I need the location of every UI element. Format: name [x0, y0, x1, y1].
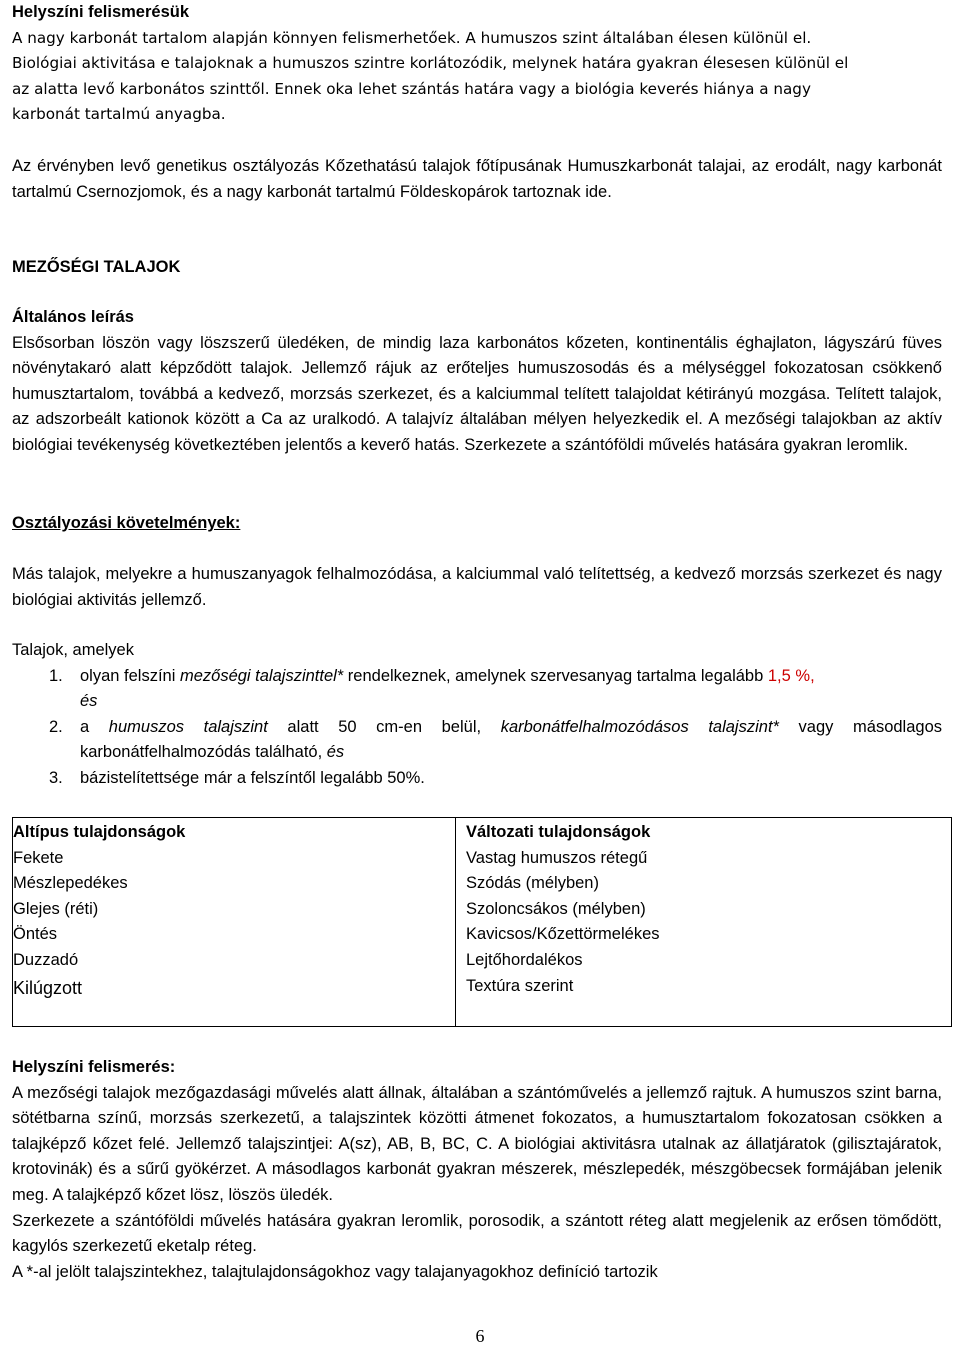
- list-item-conjunction: és: [80, 692, 98, 711]
- field-recognition-section: [12, 1055, 942, 1285]
- requirements-text: Más talajok, melyekre a humuszanyagok felhalmozódása, a kalciummal való telítettség, a kedvező morzsás szerkezet és nagy biológiai aktivitás jellemző.: [12, 565, 942, 609]
- field-paragraph-2: Szerkezete a szántóföldi művelés hatására gyakran leromlik, porosodik, a szántott réteg alatt megjelenik az erősen tömődött, kagylós szerkezetű eketalp réteg.: [12, 1211, 942, 1256]
- variants-column: [456, 818, 951, 1028]
- intro-line-2: Biológiai aktivitása e talajoknak a humuszos szintre korlátozódik, melynek határa gyakran élesesen különül el: [12, 54, 849, 73]
- list-item-italic: humuszos talajszint: [108, 717, 268, 736]
- classification-note: Az érvényben levő genetikus osztályozás Kőzethatású talajok főtípusának Humuszkarbonát talajai, az erodált, nagy karbonát tartalmú Csernozjomok, és a nagy karbonát tartalmú Földeskopárok tartoznak ide.: [12, 157, 942, 201]
- general-description-section: [12, 305, 942, 459]
- properties-table: [12, 817, 952, 1027]
- list-item-text: alatt 50 cm-en belül,: [267, 717, 501, 736]
- table-cell-subtype: Öntés: [13, 925, 58, 944]
- table-cell-variant: Lejtőhordalékos: [466, 950, 583, 969]
- list-item-number: 1.: [49, 666, 63, 685]
- general-heading: Általános leírás: [12, 308, 134, 326]
- variants-header: Változati tulajdonságok: [466, 823, 651, 841]
- list-item: [12, 766, 942, 792]
- field-heading: Helyszíni felismerés:: [12, 1058, 176, 1076]
- list-item-text: olyan felszíni: [80, 666, 180, 685]
- list-item-text: vagy másodlagos karbonátfelhalmozódás található,: [80, 717, 942, 762]
- criteria-list: [12, 664, 942, 792]
- intro-line-4: karbonát tartalmú anyagba.: [12, 105, 226, 124]
- table-cell-variant: Szoloncsákos (mélyben): [466, 899, 646, 918]
- intro-heading: Helyszíni felismerésük: [12, 3, 190, 21]
- table-cell-variant: Kavicsos/Kőzettörmelékes: [466, 925, 660, 944]
- requirements-heading: Osztályozási követelmények:: [12, 514, 241, 532]
- list-item-text: a: [80, 717, 109, 736]
- section-title: MEZŐSÉGI TALAJOK: [12, 258, 181, 276]
- section-title-block: [12, 255, 942, 281]
- list-item-highlight: 1,5 %,: [767, 666, 815, 685]
- table-cell-subtype: Kilúgzott: [13, 977, 83, 998]
- field-paragraph-1: A mezőségi talajok mezőgazdasági művelés alatt állnak, általában a szántóművelés a jellemző rajtuk. A humuszos szint barna, sötétbarna színű, morzsás szerkezetű, a talajszintek közötti átmenet fokozatos, a humusztartalom fokozatosan csökken a talajképző kőzet felé. Jellemző talajszintjei: A(sz), AB, B, BC, C. A biológiai aktivitásra utalnak az állatjáratok (gilisztajáratok, krotovinák) és a sűrű gyökérzet. A másodlagos karbonát gyakran mészerek, mészlepedék, mészgöbecsek formájában jelenik meg. A talajképző kőzet lösz, löszös üledék.: [12, 1083, 942, 1204]
- list-item-conjunction: és: [326, 743, 345, 762]
- field-paragraph-3: A *-al jelölt talajszintekhez, talajtulajdonságokhoz vagy talajanyagokhoz definíció tartozik: [12, 1262, 658, 1281]
- classification-note-section: [12, 154, 942, 205]
- subtypes-header: Altípus tulajdonságok: [13, 823, 186, 841]
- list-item: [12, 664, 942, 715]
- table-cell-variant: Szódás (mélyben): [466, 874, 599, 893]
- requirements-text-block: [12, 562, 942, 613]
- list-item-italic: karbonátfelhalmozódásos talajszint*: [500, 717, 779, 736]
- list-item-italic: mezőségi talajszinttel*: [179, 666, 344, 685]
- page-number: 6: [475, 1326, 485, 1346]
- list-item-text: rendelkeznek, amelynek szervesanyag tartalma legalább: [343, 666, 768, 685]
- subtypes-column: [13, 818, 456, 1026]
- table-cell-variant: Textúra szerint: [466, 976, 574, 995]
- list-item-number: 3.: [49, 768, 63, 787]
- intro-section: [12, 0, 942, 128]
- table-cell-subtype: Fekete: [13, 848, 64, 867]
- list-item-text: bázistelítettsége már a felszíntől legalább 50%.: [80, 768, 425, 787]
- table-cell-subtype: Mészlepedékes: [13, 874, 128, 893]
- requirements-heading-block: [12, 511, 942, 537]
- list-item-number: 2.: [49, 717, 63, 736]
- table-cell-subtype: Duzzadó: [13, 950, 79, 969]
- general-text: Elsősorban löszön vagy löszszerű üledéken, de mindig laza karbonátos kőzeten, kontinentális éghajlaton, lágyszárú füves növénytakaró alatt képződött talajok. Jellemző rájuk az erőteljes humuszosodás és a mélységgel fokozatosan csökkenő humusztartalom, továbbá a kedvező, morzsás szerkezet, és a kalciummal telített talajoldat kétirányú mozgása. Telített talajok, az adszorbeált kationok között a Ca az uralkodó. A talajvíz általában mélyen helyezkedik el. A mezőségi talajokban az aktív biológiai tevékenység következtében jelentős a keverő hatás. Szerkezete a szántóföldi művelés hatására gyakran leromlik.: [12, 333, 942, 454]
- intro-line-3: az alatta levő karbonátos szinttől. Ennek oka lehet szántás határa vagy a biológia keverés hiánya a nagy: [12, 79, 811, 98]
- list-item: [12, 715, 942, 766]
- table-cell-subtype: Glejes (réti): [13, 899, 99, 918]
- table-cell-variant: Vastag humuszos rétegű: [466, 848, 648, 867]
- intro-line-1: A nagy karbonát tartalom alapján könnyen felismerhetőek. A humuszos szint általában élesen különül el.: [12, 28, 812, 47]
- list-intro: Talajok, amelyek: [12, 641, 134, 659]
- requirements-list-block: [12, 638, 942, 792]
